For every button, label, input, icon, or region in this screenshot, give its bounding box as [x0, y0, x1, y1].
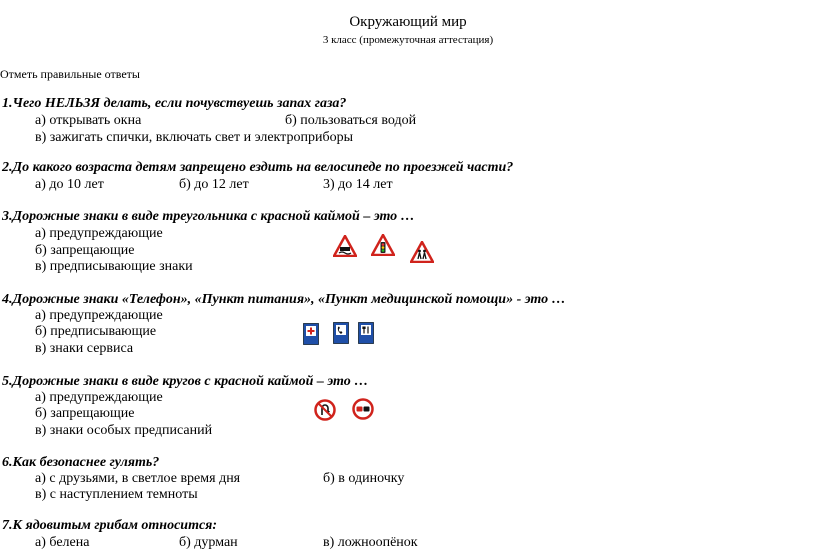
no-overtaking-icon [352, 398, 374, 420]
instruction: Отметь правильные ответы [0, 67, 140, 81]
answer-option[interactable]: в) знаки сервиса [35, 341, 134, 356]
answer-option[interactable]: 3) до 14 лет [323, 177, 393, 192]
answer-option[interactable]: в) знаки особых предписаний [35, 423, 213, 438]
answer-option[interactable]: в) с наступлением темноты [35, 487, 198, 502]
traffic-light-icon [371, 234, 395, 256]
question-6: 6.Как безопаснее гулять? [2, 455, 160, 470]
medical-aid-icon [303, 323, 319, 345]
answer-option[interactable]: б) в одиночку [323, 471, 405, 486]
question-2: 2.До какого возраста детям запрещено ездить на велосипеде по проезжей части? [2, 160, 514, 175]
answer-option[interactable]: а) предупреждающие [35, 308, 163, 323]
answer-option[interactable]: а) предупреждающие [35, 390, 163, 405]
question-5: 5.Дорожные знаки в виде кругов с красной каймой – это … [2, 374, 369, 389]
answer-option[interactable]: а) предупреждающие [35, 226, 163, 241]
telephone-icon [333, 322, 349, 344]
answer-option[interactable]: а) белена [35, 535, 90, 550]
answer-option[interactable]: а) с друзьями, в светлое время дня [35, 471, 241, 486]
answer-option[interactable]: б) запрещающие [35, 243, 135, 258]
question-7: 7.К ядовитым грибам относится: [2, 518, 218, 533]
answer-option[interactable]: б) предписывающие [35, 324, 157, 339]
answer-option[interactable]: в) зажигать спички, включать свет и электроприборы [35, 130, 353, 145]
answer-option[interactable]: а) открывать окна [35, 113, 142, 128]
question-1: 1.Чего НЕЛЬЗЯ делать, если почувствуешь запах газа? [2, 96, 347, 111]
children-icon [410, 241, 434, 263]
answer-option[interactable]: б) до 12 лет [179, 177, 249, 192]
no-u-turn-icon [314, 399, 336, 421]
slippery-road-icon [333, 235, 357, 257]
page-subtitle: 3 класс (промежуточная аттестация) [322, 34, 494, 46]
answer-option[interactable]: б) пользоваться водой [285, 113, 417, 128]
page-title: Окружающий мир [349, 14, 467, 30]
answer-option[interactable]: а) до 10 лет [35, 177, 104, 192]
answer-option[interactable]: б) дурман [179, 535, 238, 550]
answer-option[interactable]: б) запрещающие [35, 406, 135, 421]
answer-option[interactable]: в) предписывающие знаки [35, 259, 193, 274]
answer-option[interactable]: в) ложноопёнок [323, 535, 418, 550]
question-3: 3.Дорожные знаки в виде треугольника с красной каймой – это … [2, 209, 415, 224]
food-point-icon [358, 322, 374, 344]
question-4: 4.Дорожные знаки «Телефон», «Пункт питания», «Пункт медицинской помощи» - это … [2, 292, 566, 307]
